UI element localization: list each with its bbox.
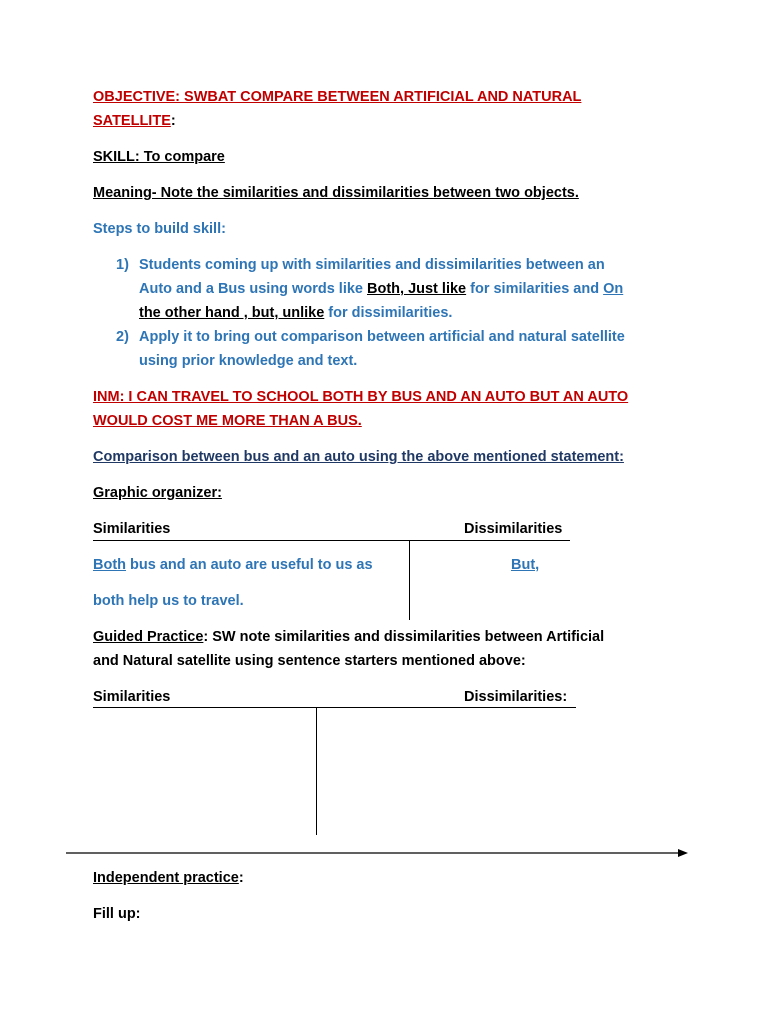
fill-up-label: Fill up: — [93, 906, 141, 922]
organizer1-similarity-line-1: Both bus and an auto are useful to us as — [93, 557, 373, 573]
organizer1-header-rule — [93, 540, 570, 541]
step-2-line-2: using prior knowledge and text. — [139, 353, 358, 369]
organizer2-similarities-header: Similarities — [93, 689, 171, 705]
step-1-line-1: Students coming up with similarities and dissimilarities between an — [139, 257, 605, 273]
step-2-number: 2) — [116, 329, 129, 345]
organizer1-dissimilarity-line-1: But, — [511, 557, 540, 573]
organizer2-header-rule — [93, 707, 576, 708]
guided-practice-line-2: and Natural satellite using sentence starters mentioned above: — [93, 653, 526, 669]
organizer2-dissimilarities-header: Dissimilarities: — [464, 689, 568, 705]
organizer2-divider — [316, 708, 317, 835]
steps-heading: Steps to build skill: — [93, 221, 226, 237]
organizer1-similarities-header: Similarities — [93, 521, 171, 537]
inm-line-1: INM: I CAN TRAVEL TO SCHOOL BOTH BY BUS AND AN AUTO BUT AN AUTO — [93, 389, 629, 405]
guided-practice-line-1: Guided Practice: SW note similarities and dissimilarities between Artificial — [93, 629, 605, 645]
comparison-heading: Comparison between bus and an auto using the above mentioned statement: — [93, 449, 624, 465]
independent-practice-heading: Independent practice: — [93, 870, 244, 886]
step-1-number: 1) — [116, 257, 129, 273]
step-2-line-1: Apply it to bring out comparison between artificial and natural satellite — [139, 329, 625, 345]
organizer1-dissimilarities-header: Dissimilarities — [464, 521, 563, 537]
objective-line-2: SATELLITE: — [93, 113, 176, 129]
inm-line-2: WOULD COST ME MORE THAN A BUS. — [93, 413, 362, 429]
organizer1-divider — [409, 541, 410, 620]
arrow-separator — [66, 845, 690, 861]
step-1-line-2: Auto and a Bus using words like Both, Just like for similarities and On — [139, 281, 624, 297]
objective-line-1: OBJECTIVE: SWBAT COMPARE BETWEEN ARTIFICIAL AND NATURAL — [93, 89, 582, 105]
step-1-line-3: the other hand , but, unlike for dissimilarities. — [139, 305, 453, 321]
meaning-line: Meaning- Note the similarities and dissimilarities between two objects. — [93, 185, 579, 201]
graphic-organizer-heading: Graphic organizer: — [93, 485, 222, 501]
skill-line: SKILL: To compare — [93, 149, 225, 165]
organizer1-similarity-line-2: both help us to travel. — [93, 593, 244, 609]
